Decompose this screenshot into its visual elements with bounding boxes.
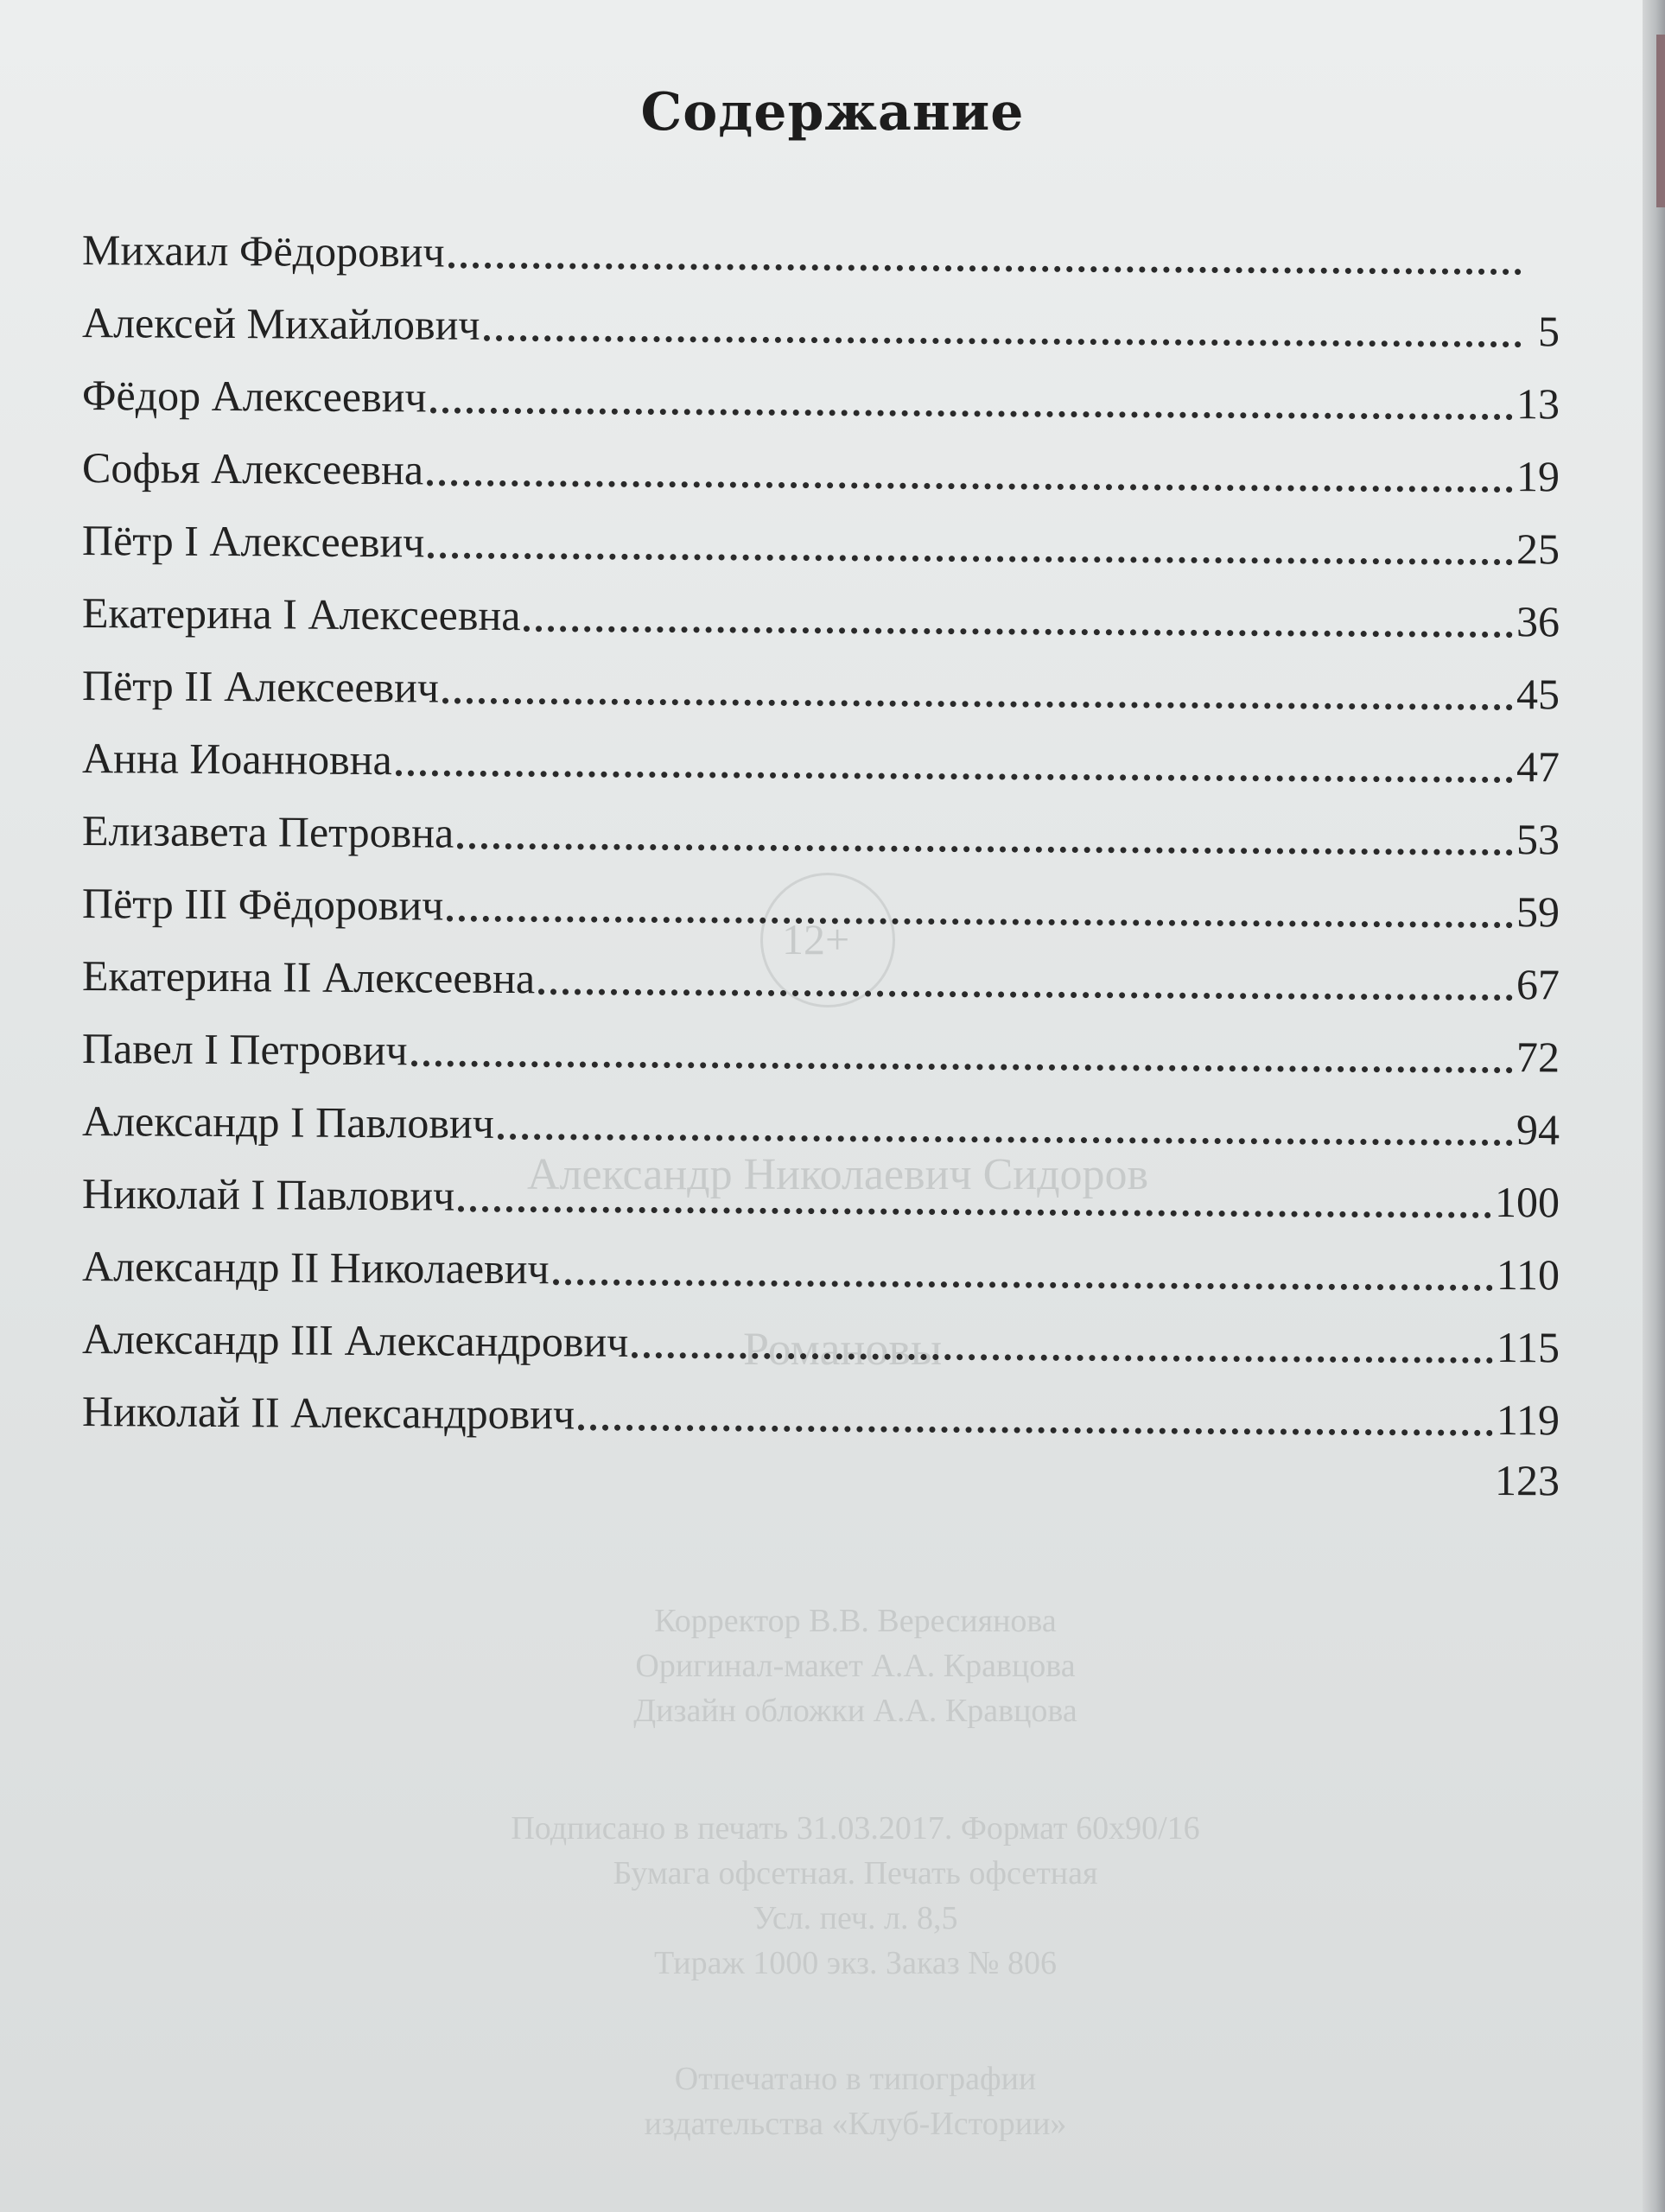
- toc-entry-page: 59: [1516, 887, 1560, 937]
- toc-entry-page: 5: [1538, 307, 1560, 356]
- toc-entry-name: Софья Алексеевна: [82, 443, 424, 494]
- credit-line: Корректор В.В. Вересиянова: [654, 1603, 1057, 1639]
- toc-entry-page: 45: [1516, 670, 1560, 719]
- show-through-author: Александр Николаевич Сидоров: [527, 1150, 1149, 1199]
- toc-entry-page: 100: [1495, 1177, 1560, 1227]
- toc-entry-page: 67: [1516, 960, 1560, 1009]
- show-through-print-info: [337, 1806, 1374, 1986]
- toc-entry: [82, 271, 1560, 356]
- dot-leader: [524, 626, 1513, 638]
- toc-entry-name: Николай II Александрович: [82, 1387, 575, 1439]
- toc-entry-name: Екатерина I Алексеевна: [82, 588, 521, 640]
- toc-entry: [82, 1070, 1560, 1154]
- toc-entry-name: Елизавета Петровна: [82, 806, 454, 857]
- toc-entry-page: 110: [1496, 1249, 1560, 1300]
- printer-line: Отпечатано в типографии: [674, 2061, 1037, 2097]
- dot-leader: [442, 698, 1513, 711]
- toc-entry-name: Екатерина II Алексеевна: [82, 951, 536, 1003]
- toc-entry: [82, 344, 1560, 429]
- credit-line: Оригинал-макет А.А. Кравцова: [635, 1648, 1076, 1684]
- toc-entry: [82, 1215, 1560, 1300]
- page-title: Содержание: [640, 82, 1025, 143]
- dot-leader: [538, 988, 1513, 1001]
- dot-leader: [427, 480, 1513, 493]
- dot-leader: [428, 552, 1513, 565]
- dot-leader: [448, 263, 1522, 276]
- dot-leader: [458, 1206, 1491, 1218]
- toc-entry-page: 25: [1516, 524, 1560, 574]
- toc-entry-page: 119: [1496, 1395, 1560, 1445]
- toc-entry: [82, 1287, 1560, 1372]
- dot-leader: [632, 1352, 1492, 1363]
- toc-entry: [82, 489, 1560, 574]
- toc-entry: [82, 199, 1560, 280]
- show-through-credits: [553, 1599, 1158, 1733]
- toc-entry-name: Пётр I Алексеевич: [82, 516, 425, 567]
- toc-entry-name: Анна Иоанновна: [82, 734, 392, 785]
- dot-leader: [553, 1279, 1493, 1291]
- dot-leader: [396, 770, 1513, 783]
- toc-entry: [82, 416, 1560, 501]
- show-through-printer: [510, 2056, 1201, 2146]
- toc-entry-name: Александр I Павлович: [82, 1096, 494, 1147]
- toc-entry-page: 94: [1516, 1105, 1560, 1154]
- toc-entry-name: Александр II Николаевич: [82, 1242, 550, 1294]
- toc-entry-name: Павел I Петрович: [82, 1024, 408, 1075]
- dot-leader: [411, 1060, 1513, 1073]
- dot-leader: [578, 1425, 1493, 1436]
- toc-entry: [82, 707, 1560, 791]
- print-info-line: Тираж 1000 экз. Заказ № 806: [654, 1945, 1057, 1981]
- toc-entry-page: 72: [1516, 1033, 1560, 1082]
- print-info-line: Усл. печ. л. 8,5: [753, 1900, 958, 1936]
- show-through-title: Романовы: [743, 1323, 943, 1375]
- toc-entry: [82, 1433, 1560, 1505]
- toc-entry-name: Алексей Михайлович: [82, 298, 480, 349]
- toc-entry-page: 19: [1516, 452, 1560, 501]
- print-info-line: Подписано в печать 31.03.2017. Формат 60х90/16: [511, 1810, 1200, 1847]
- toc-entry-name: Михаил Фёдорович: [82, 226, 445, 276]
- dot-leader: [430, 407, 1513, 420]
- toc-entry-name: Фёдор Алексеевич: [82, 371, 427, 422]
- age-rating: 12+: [782, 915, 850, 963]
- toc-entry-page: 53: [1516, 815, 1560, 864]
- toc-entry: [82, 925, 1560, 1009]
- table-of-contents: [82, 199, 1560, 1505]
- credit-line: Дизайн обложки А.А. Кравцова: [633, 1693, 1077, 1729]
- printer-line: издательства «Клуб-Истории»: [644, 2106, 1067, 2142]
- toc-entry-page: 123: [1495, 1455, 1560, 1505]
- toc-entry: [82, 997, 1560, 1082]
- dot-leader: [484, 335, 1522, 347]
- toc-entry-page: 47: [1516, 742, 1560, 791]
- print-info-line: Бумага офсетная. Печать офсетная: [613, 1855, 1098, 1891]
- toc-entry-name: Пётр III Фёдорович: [82, 879, 444, 930]
- toc-entry-name: Пётр II Алексеевич: [82, 661, 440, 712]
- page-edge: [1643, 0, 1665, 2212]
- toc-entry-name: Николай I Павлович: [82, 1169, 455, 1220]
- dot-leader: [498, 1134, 1513, 1146]
- toc-entry-page: 36: [1516, 597, 1560, 646]
- toc-entry-name: Александр III Александрович: [82, 1314, 629, 1366]
- dot-leader: [447, 916, 1513, 929]
- dot-leader: [457, 843, 1513, 855]
- toc-entry: [82, 852, 1560, 937]
- toc-entry: [82, 779, 1560, 864]
- toc-entry-page: 115: [1496, 1322, 1560, 1372]
- toc-entry: [82, 562, 1560, 646]
- toc-entry: [82, 634, 1560, 719]
- toc-entry-page: 13: [1516, 379, 1560, 429]
- toc-entry: [82, 1142, 1560, 1227]
- toc-entry: [82, 1360, 1560, 1445]
